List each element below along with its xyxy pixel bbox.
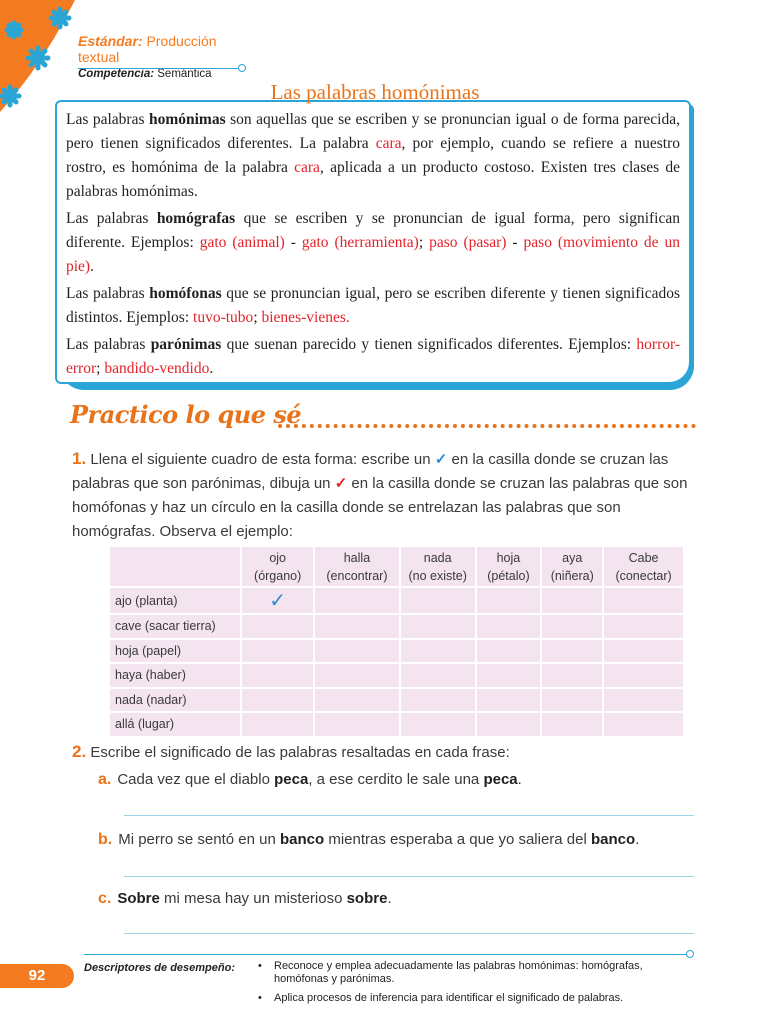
question-number: 1. [72,449,87,468]
paragraph-homografas: Las palabras homógrafas que se escriben y se pronuncian de igual forma, pero significan diferente. Ejemplos: gato (animal) - gato (herramienta); paso (pasar) - paso (movimiento de un pie). [66,210,680,275]
sentence-c: c. Sobre mi mesa hay un misterioso sobre. [98,890,392,907]
paragraph-paronimas: Las palabras parónimas que suenan parecido y tienen significados diferentes. Ejemplos: horror-error; bandido-vendido. [66,336,680,377]
question-1: 1. Llena el siguiente cuadro de esta forma: escribe un ✓ en la casilla donde se cruzan las palabras que son parónimas, dibuja un ✓ en la casilla donde se cruzan las palabras que son homófonas y haz un círculo en la casilla donde se entrelazan las palabras que son homógrafas. Observa el ejemplo: [72,449,688,540]
column-header: ojo (órgano) [241,546,314,587]
sentence-a: a. Cada vez que el diablo peca, a ese cerdito le sale una peca. [98,771,522,788]
row-header: ajo (planta) [109,587,241,614]
answer-cell[interactable] [400,663,476,688]
answer-cell[interactable] [603,688,684,713]
answer-cell[interactable] [476,614,542,639]
table-row [109,639,684,664]
answer-cell[interactable] [241,712,314,737]
answer-cell[interactable] [603,587,684,614]
descriptors-label: Descriptores de desempeño: [84,962,235,974]
table-row [109,587,684,614]
row-header: haya (haber) [109,663,241,688]
answer-cell[interactable] [476,688,542,713]
answer-cell[interactable] [314,614,400,639]
competence-line: Competencia: Semántica [78,68,212,80]
check-icon: ✓ [434,451,448,468]
page-title: Las palabras homónimas [270,80,480,104]
row-header: nada (nadar) [109,688,241,713]
answer-cell[interactable] [400,688,476,713]
answer-cell[interactable] [400,614,476,639]
answer-cell[interactable] [476,639,542,664]
answer-cell[interactable] [400,639,476,664]
answer-cell[interactable] [241,639,314,664]
table-header-row [109,546,684,587]
page-number: 92 [0,964,74,988]
practice-dotted-rule [278,424,696,428]
answer-cell[interactable] [314,587,400,614]
answer-cell[interactable] [400,712,476,737]
table-row [109,712,684,737]
answer-cell[interactable] [241,688,314,713]
answer-cell[interactable] [476,663,542,688]
list-item: • Aplica procesos de inferencia para identificar el significado de palabras. [258,992,698,1005]
answer-cell[interactable] [541,712,603,737]
list-item: • Reconoce y emplea adecuadamente las palabras homónimas: homógrafas, homófonas y parónimas. [258,960,698,986]
answer-cell[interactable] [541,663,603,688]
question-2: 2. Escribe el significado de las palabras resaltadas en cada frase: [72,742,510,761]
column-header: halla (encontrar) [314,546,400,587]
row-header: allá (lugar) [109,712,241,737]
answer-cell[interactable] [603,614,684,639]
practice-heading: Practico lo que sé [70,400,302,429]
answer-cell[interactable] [241,663,314,688]
sentence-b: b. Mi perro se sentó en un banco mientras esperaba a que yo saliera del banco. [98,831,640,848]
check-icon: ✓ [241,587,314,614]
column-header: Cabe (conectar) [603,546,684,587]
answer-cell[interactable] [241,614,314,639]
answer-line-b[interactable] [124,876,694,877]
answer-cell[interactable] [541,688,603,713]
answer-cell[interactable] [603,712,684,737]
answer-line-c[interactable] [124,933,694,934]
concept-text [66,108,680,384]
answer-cell[interactable] [314,688,400,713]
column-header: nada (no existe) [400,546,476,587]
answer-cell[interactable] [603,639,684,664]
answer-cell[interactable] [314,712,400,737]
answer-cell[interactable] [314,639,400,664]
table-row [109,614,684,639]
table-row [109,688,684,713]
paragraph-homofonas: Las palabras homófonas que se pronuncian igual, pero se escriben diferente y tienen significados distintos. Ejemplos: tuvo-tubo; bienes-vienes. [66,285,680,326]
standard-line: Estándar: Producción textual [78,33,217,65]
answer-cell[interactable] [541,614,603,639]
answer-cell[interactable] [314,663,400,688]
footer-divider-dot [686,950,694,958]
question-number: 2. [72,742,87,761]
homonym-grid [108,545,685,738]
answer-cell[interactable] [541,639,603,664]
row-header: hoja (papel) [109,639,241,664]
answer-cell[interactable] [400,587,476,614]
answer-cell[interactable] [476,712,542,737]
descriptors-list [258,960,698,1011]
footer-divider [84,954,688,955]
page-header [78,33,248,81]
header-divider-dot [238,64,246,72]
paragraph-homonimas: Las palabras homónimas son aquellas que se escriben y se pronuncian igual o de forma parecida, pero tienen significados diferentes. La palabra cara, por ejemplo, cuando se refiere a nuestro rostro, es homónima de la palabra cara, aplicada a un producto costoso. Existen tres clases de palabras homónimas. [66,111,681,200]
table-corner-cell [109,546,241,587]
answer-line-a[interactable] [124,815,694,816]
header-divider [78,68,238,69]
column-header: hoja (pétalo) [476,546,542,587]
check-icon: ✓ [334,475,348,492]
table-row [109,663,684,688]
row-header: cave (sacar tierra) [109,614,241,639]
column-header: aya (niñera) [541,546,603,587]
answer-cell[interactable] [541,587,603,614]
answer-cell[interactable] [603,663,684,688]
answer-cell[interactable] [476,587,542,614]
